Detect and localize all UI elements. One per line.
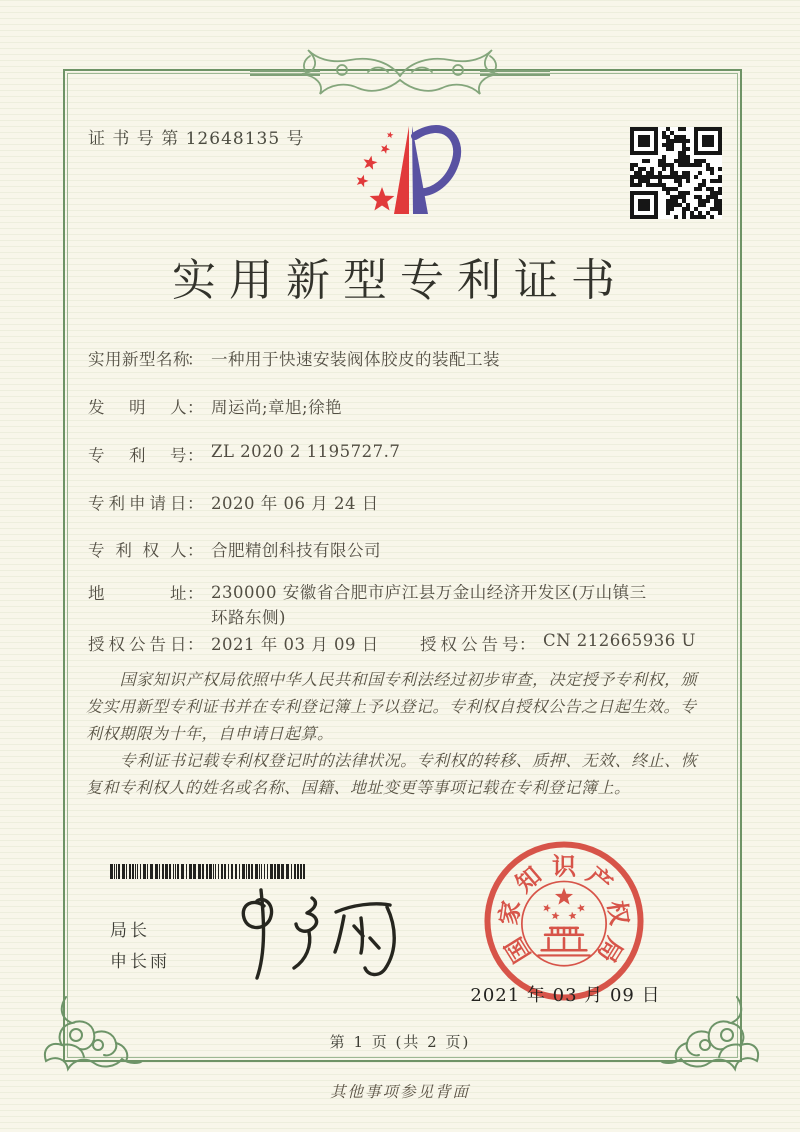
field-value: 2020 年 06 月 24 日	[211, 494, 379, 513]
field-value: 合肥精创科技有限公司	[211, 541, 381, 560]
qr-code-icon	[630, 127, 722, 219]
field-row-grant	[88, 631, 696, 655]
colon: ：	[187, 635, 204, 654]
signer-name: 申长雨	[110, 952, 170, 972]
field-value: 周运尚;章旭;徐艳	[211, 398, 343, 417]
field-label: 专利号	[88, 446, 187, 465]
legal-paragraphs	[86, 666, 710, 801]
top-dragon-ornament-icon	[250, 42, 550, 100]
grant-date-pair	[88, 635, 379, 654]
field-row-filing-date	[88, 490, 379, 514]
field-value: CN 212665936 U	[543, 631, 696, 650]
field-row-patent-no	[88, 442, 400, 466]
field-label: 授权公告日	[88, 635, 187, 654]
certificate-title: 实用新型专利证书	[172, 255, 628, 306]
colon: ：	[187, 446, 204, 465]
paragraph-register-statement: 专利证书记载专利权登记时的法律状况。专利权的转移、质押、无效、终止、恢复和专利权人的姓名或名称、国籍、地址变更等事项记载在专利登记簿上。	[86, 751, 698, 797]
field-row-name	[88, 346, 500, 370]
handwritten-signature-icon	[224, 880, 414, 985]
field-label: 专利申请日	[88, 494, 187, 513]
colon: ：	[187, 494, 204, 513]
field-value: 230000 安徽省合肥市庐江县万金山经济开发区(万山镇三环路东侧)	[211, 583, 647, 627]
svg-text:国: 国	[499, 932, 537, 968]
field-label: 地址	[88, 584, 187, 603]
svg-text:识: 识	[551, 852, 577, 881]
svg-text:产: 产	[581, 861, 618, 899]
certificate-number: 证 书 号 第 12648135 号	[88, 129, 305, 149]
svg-text:知: 知	[510, 861, 547, 899]
field-value: 2021 年 03 月 09 日	[211, 635, 379, 654]
colon: ：	[519, 635, 536, 654]
back-note: 其他事项参见背面	[329, 1083, 470, 1101]
field-label: 专利权人	[88, 541, 187, 560]
colon: ：	[187, 584, 204, 603]
signer-block	[110, 916, 170, 978]
seal-date: 2021 年 03 月 09 日	[470, 985, 661, 1006]
field-label: 实用新型名称	[88, 350, 190, 369]
grant-no-pair	[420, 631, 696, 655]
field-value: 一种用于快速安装阀体胶皮的装配工装	[211, 350, 500, 369]
colon: ：	[187, 541, 204, 560]
field-label: 授权公告号	[420, 635, 519, 654]
field-row-address	[88, 580, 663, 630]
colon: ：	[187, 398, 204, 417]
field-label: 发明人	[88, 398, 187, 417]
page-number: 第 1 页 (共 2 页)	[329, 1033, 471, 1051]
signer-title: 局长	[110, 921, 150, 941]
colon: ：	[187, 350, 204, 369]
field-row-patentee	[88, 537, 381, 561]
svg-text:权: 权	[602, 898, 634, 927]
paragraph-grant-statement: 国家知识产权局依照中华人民共和国专利法经过初步审查，决定授予专利权，颁发实用新型专利证书并在专利登记簿上予以登记。专利权自授权公告之日起生效。专利权期限为十年，自申请日起算。	[86, 670, 698, 743]
svg-text:家: 家	[494, 898, 526, 927]
svg-text:局: 局	[591, 932, 629, 968]
cnipa-logo-icon	[336, 112, 464, 232]
field-value: ZL 2020 2 1195727.7	[211, 442, 401, 461]
barcode-icon	[110, 864, 307, 879]
field-row-inventor	[88, 394, 342, 418]
